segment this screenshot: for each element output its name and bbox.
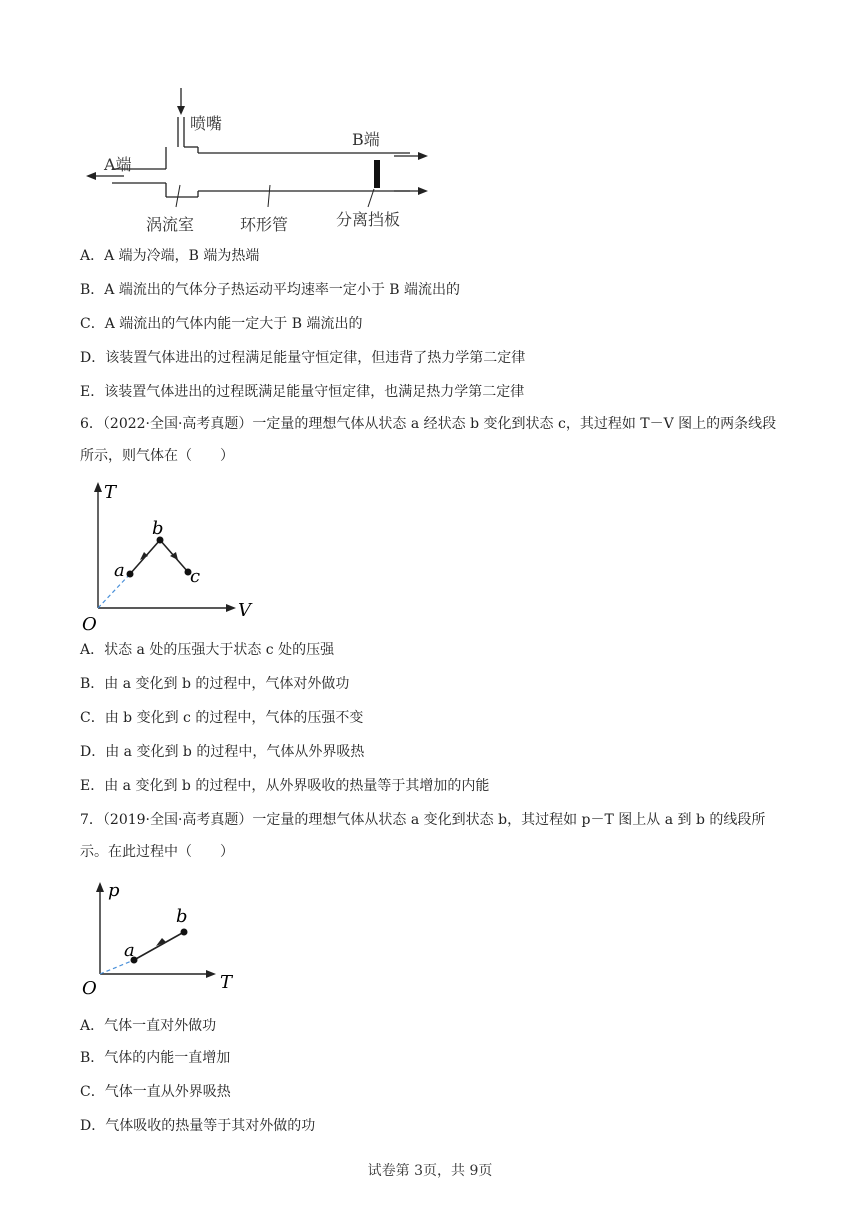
t-axis-label: T	[220, 972, 233, 993]
origin-label: O	[82, 978, 97, 999]
q5-option-d: D．该装置气体进出的过程满足能量守恒定律，但违背了热力学第二定律	[80, 350, 526, 366]
nozzle-label: 喷嘴	[190, 114, 223, 133]
q5-option-a: A．A 端为冷端，B 端为热端	[80, 248, 260, 264]
q6-option-a: A．状态 a 处的压强大于状态 c 处的压强	[80, 642, 335, 658]
point-a-label: a	[114, 560, 125, 581]
q5-option-b: B．A 端流出的气体分子热运动平均速率一定小于 B 端流出的	[80, 282, 461, 298]
ring-tube-label: 环形管	[240, 215, 289, 234]
baffle-label: 分离挡板	[336, 210, 401, 229]
b-end-label: B端	[352, 130, 380, 149]
vortex-tube-diagram	[80, 85, 440, 235]
point-b-label: b	[152, 518, 164, 539]
q7-pt-graph	[78, 876, 248, 1000]
q7-option-d: D．气体吸收的热量等于其对外做的功	[80, 1118, 316, 1134]
q5-option-c: C．A 端流出的气体内能一定大于 B 端流出的	[80, 316, 363, 332]
q7-stem: 7．（2019·全国·高考真题）一定量的理想气体从状态 a 变化到状态 b，其过程如 p－T 图上从 a 到 b 的线段所示。在此过程中（ ）	[80, 812, 766, 860]
q7-option-a: A．气体一直对外做功	[80, 1018, 217, 1034]
point-c-label: c	[190, 566, 201, 587]
v-axis-label: V	[238, 600, 251, 621]
q6-stem: 6．（2022·全国·高考真题）一定量的理想气体从状态 a 经状态 b 变化到状态 c，其过程如 T－V 图上的两条线段所示，则气体在（ ）	[80, 416, 777, 464]
q6-option-b: B．由 a 变化到 b 的过程中，气体对外做功	[80, 676, 350, 692]
q6-tv-graph	[78, 478, 268, 638]
point-b-label: b	[176, 906, 188, 927]
q7-option-c: C．气体一直从外界吸热	[80, 1084, 231, 1100]
q6-option-e: E．由 a 变化到 b 的过程中，从外界吸收的热量等于其增加的内能	[80, 778, 490, 794]
q6-option-d: D．由 a 变化到 b 的过程中，气体从外界吸热	[80, 744, 365, 760]
a-end-label: A端	[104, 155, 132, 174]
page-footer: 试卷第 3页，共 9页	[367, 1163, 493, 1179]
q5-option-e: E．该装置气体进出的过程既满足能量守恒定律，也满足热力学第二定律	[80, 384, 525, 400]
origin-label: O	[82, 614, 97, 635]
q7-option-b: B．气体的内能一直增加	[80, 1050, 231, 1066]
vortex-chamber-label: 涡流室	[146, 215, 195, 234]
point-a-label: a	[124, 940, 135, 961]
t-axis-label: T	[104, 482, 117, 503]
q6-option-c: C．由 b 变化到 c 的过程中，气体的压强不变	[80, 710, 364, 726]
p-axis-label: p	[108, 880, 120, 901]
